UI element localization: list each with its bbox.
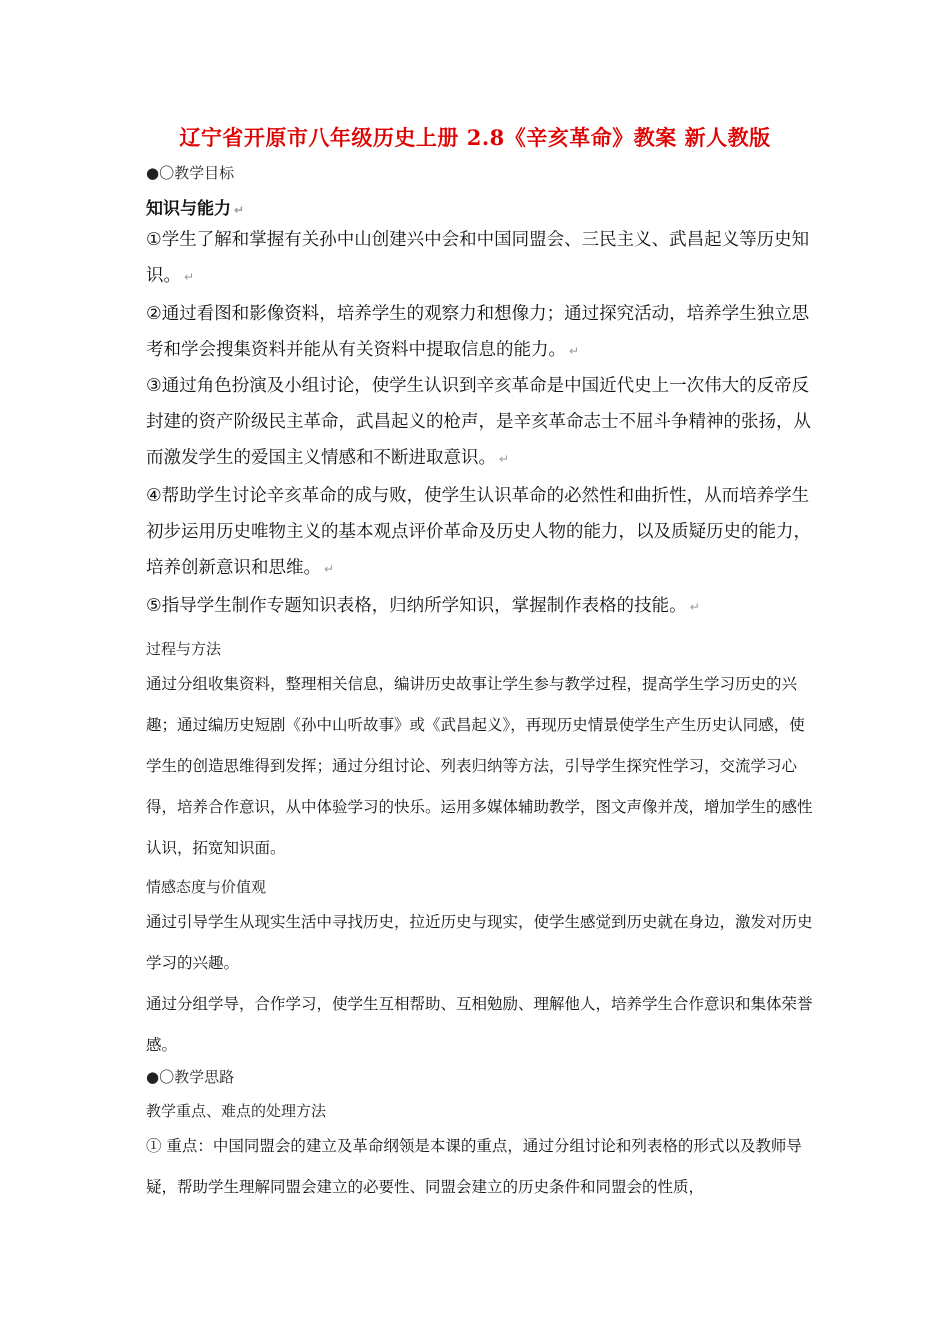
process-paragraph: 通过分组收集资料，整理相关信息，编讲历史故事让学生参与教学过程，提高学生学习历史的兴趣；通过编历史短剧《孙中山听故事》或《武昌起义》，再现历史情景使学生产生历史认同感，使学生的创造思维得到发挥；通过分组讨论、列表归纳等方法，引导学生探究性学习，交流学习心得，培养合作意识，从中体验学习的快乐。运用多媒体辅助教学，图文声像并茂，增加学生的感性认识，拓宽知识面。 xyxy=(146,675,813,857)
paragraph-mark-icon: ↵ xyxy=(499,452,510,466)
knowledge-item-4: ④帮助学生讨论辛亥革命的成与败，使学生认识革命的必然性和曲折性，从而培养学生初步运用历史唯物主义的基本观点评价革命及历史人物的能力，以及质疑历史的能力，培养创新意识和思维。 ↵ xyxy=(146,486,811,578)
subsection-heading-process: 过程与方法 xyxy=(146,640,222,658)
method-paragraph: ① 重点：中国同盟会的建立及革命纲领是本课的重点，通过分组讨论和列表格的形式以及教师导疑，帮助学生理解同盟会建立的必要性、同盟会建立的历史条件和同盟会的性质， xyxy=(146,1137,802,1196)
section-heading-goals: ●〇教学目标 xyxy=(146,164,235,182)
paragraph-mark-icon: ↵ xyxy=(234,203,245,217)
paragraph-mark-icon: ↵ xyxy=(324,562,335,576)
emotion-paragraph-1: 通过引导学生从现实生活中寻找历史，拉近历史与现实，使学生感觉到历史就在身边，激发对历史学习的兴趣。 xyxy=(146,913,813,972)
subsection-heading-method: 教学重点、难点的处理方法 xyxy=(146,1102,327,1120)
section-heading-approach: ●〇教学思路 xyxy=(146,1068,235,1086)
emotion-paragraph-2: 通过分组学导，合作学习，使学生互相帮助、互相勉励、理解他人，培养学生合作意识和集体荣誉感。 xyxy=(146,995,813,1054)
subsection-heading-emotion: 情感态度与价值观 xyxy=(146,878,267,896)
subsection-heading-knowledge: 知识与能力 ↵ xyxy=(146,199,245,219)
knowledge-item-5: ⑤指导学生制作专题知识表格，归纳所学知识，掌握制作表格的技能。 ↵ xyxy=(146,596,700,616)
document-title: 辽宁省开原市八年级历史上册 2.8《辛亥革命》教案 新人教版 xyxy=(179,125,771,150)
paragraph-mark-icon: ↵ xyxy=(569,344,580,358)
paragraph-mark-icon: ↵ xyxy=(184,270,195,284)
paragraph-mark-icon: ↵ xyxy=(689,600,700,614)
knowledge-item-2: ②通过看图和影像资料，培养学生的观察力和想像力；通过探究活动，培养学生独立思考和学会搜集资料并能从有关资料中提取信息的能力。 ↵ xyxy=(146,304,810,360)
knowledge-item-3: ③通过角色扮演及小组讨论，使学生认识到辛亥革命是中国近代史上一次伟大的反帝反封建的资产阶级民主革命，武昌起义的枪声，是辛亥革命志士不屈斗争精神的张扬，从而激发学生的爱国主义情感和不断进取意识。 ↵ xyxy=(146,376,811,468)
knowledge-item-1: ①学生了解和掌握有关孙中山创建兴中会和中国同盟会、三民主义、武昌起义等历史知识。 ↵ xyxy=(146,230,810,286)
